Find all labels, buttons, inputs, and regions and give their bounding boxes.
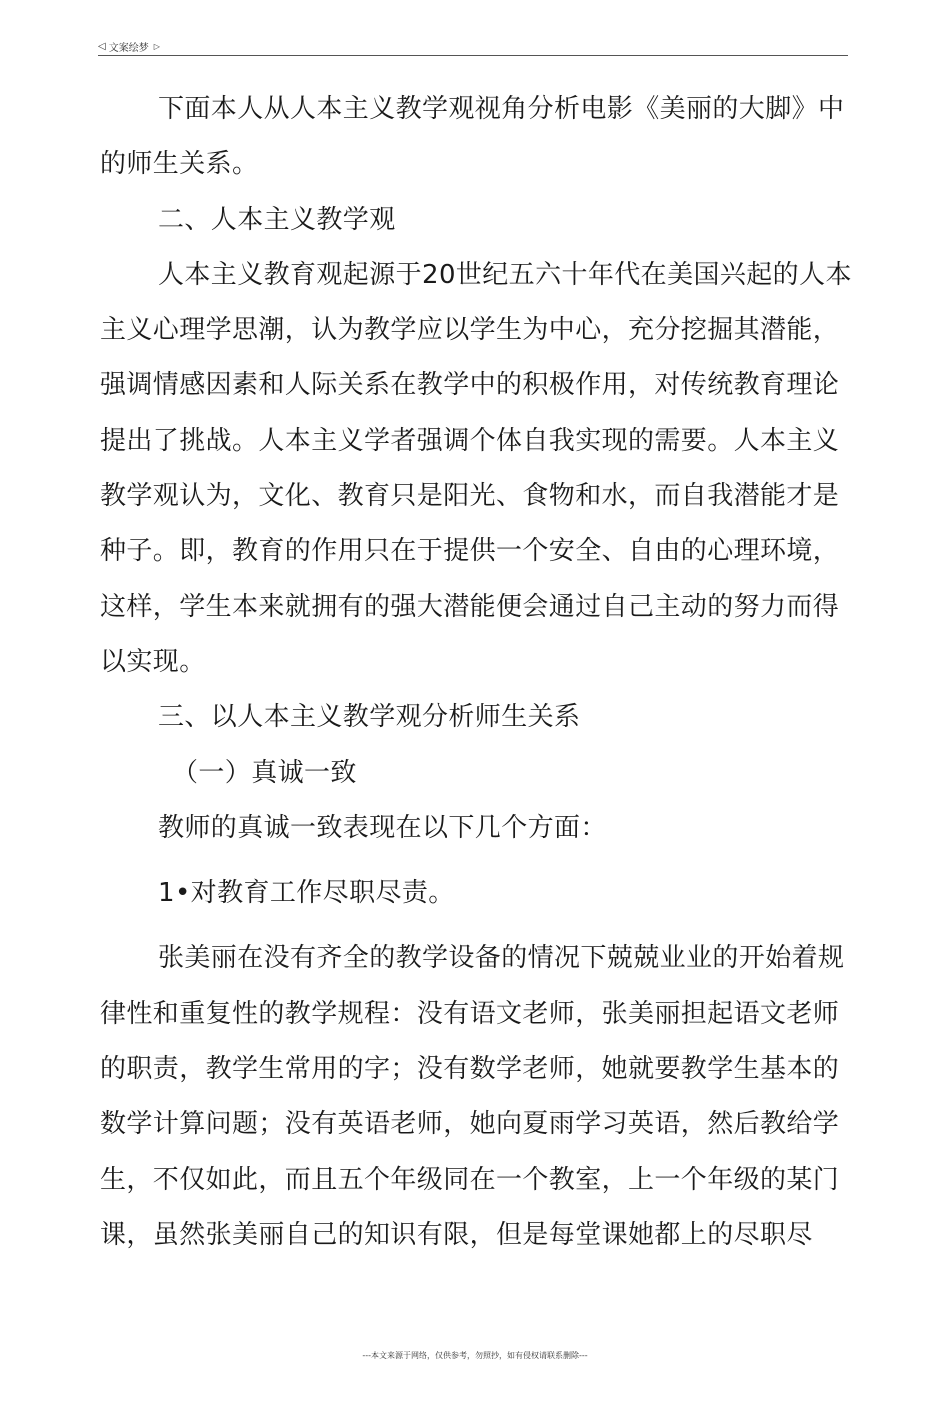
zhang-meili-paragraph: 张美丽在没有齐全的教学设备的情况下兢兢业业的开始着规律性和重复性的教学规程：没有语文老师，张美丽担起语文老师的职责，教学生常用的字；没有数学老师，她就要教学生基本的数学计算问题；没有英语老师，她向夏雨学习英语，然后教给学生，不仅如此，而且五个年级同在一个教室，上一个年级的某门课，虽然张美丽自己的知识有限，但是每堂课她都上的尽职尽 xyxy=(100,943,845,1250)
subsection-heading-1: （一）真诚一致 xyxy=(172,757,357,788)
triangle-right-icon: ▷ xyxy=(153,42,160,51)
triangle-left-icon: ◁ xyxy=(98,41,106,52)
section-heading-3: 三、以人本主义教学观分析师生关系 xyxy=(158,702,581,733)
numbered-item-1: 1•对教育工作尽职尽责。 xyxy=(158,878,455,909)
intro-paragraph: 下面本人从人本主义教学观视角分析电影《美丽的大脚》中的师生关系。 xyxy=(100,94,845,180)
sincerity-intro: 教师的真诚一致表现在以下几个方面： xyxy=(158,812,607,843)
section-heading-2: 二、人本主义教学观 xyxy=(158,204,396,235)
header-title: 文案绘梦 xyxy=(108,43,149,54)
page-header xyxy=(98,38,848,56)
document-body xyxy=(100,82,860,1263)
page-footer: ---本文来源于网络，仅供参考，勿照抄，如有侵权请联系删除--- xyxy=(362,1351,588,1360)
humanism-paragraph: 人本主义教育观起源于20世纪五六十年代在美国兴起的人本主义心理学思潮，认为教学应以学生为中心，充分挖掘其潜能，强调情感因素和人际关系在教学中的积极作用，对传统教育理论提出了挑战。人本主义学者强调个体自我实现的需要。人本主义教学观认为，文化、教育只是阳光、食物和水，而自我潜能才是种子。即，教育的作用只在于提供一个安全、自由的心理环境，这样，学生本来就拥有的强大潜能便会通过自己主动的努力而得以实现。 xyxy=(100,259,852,677)
